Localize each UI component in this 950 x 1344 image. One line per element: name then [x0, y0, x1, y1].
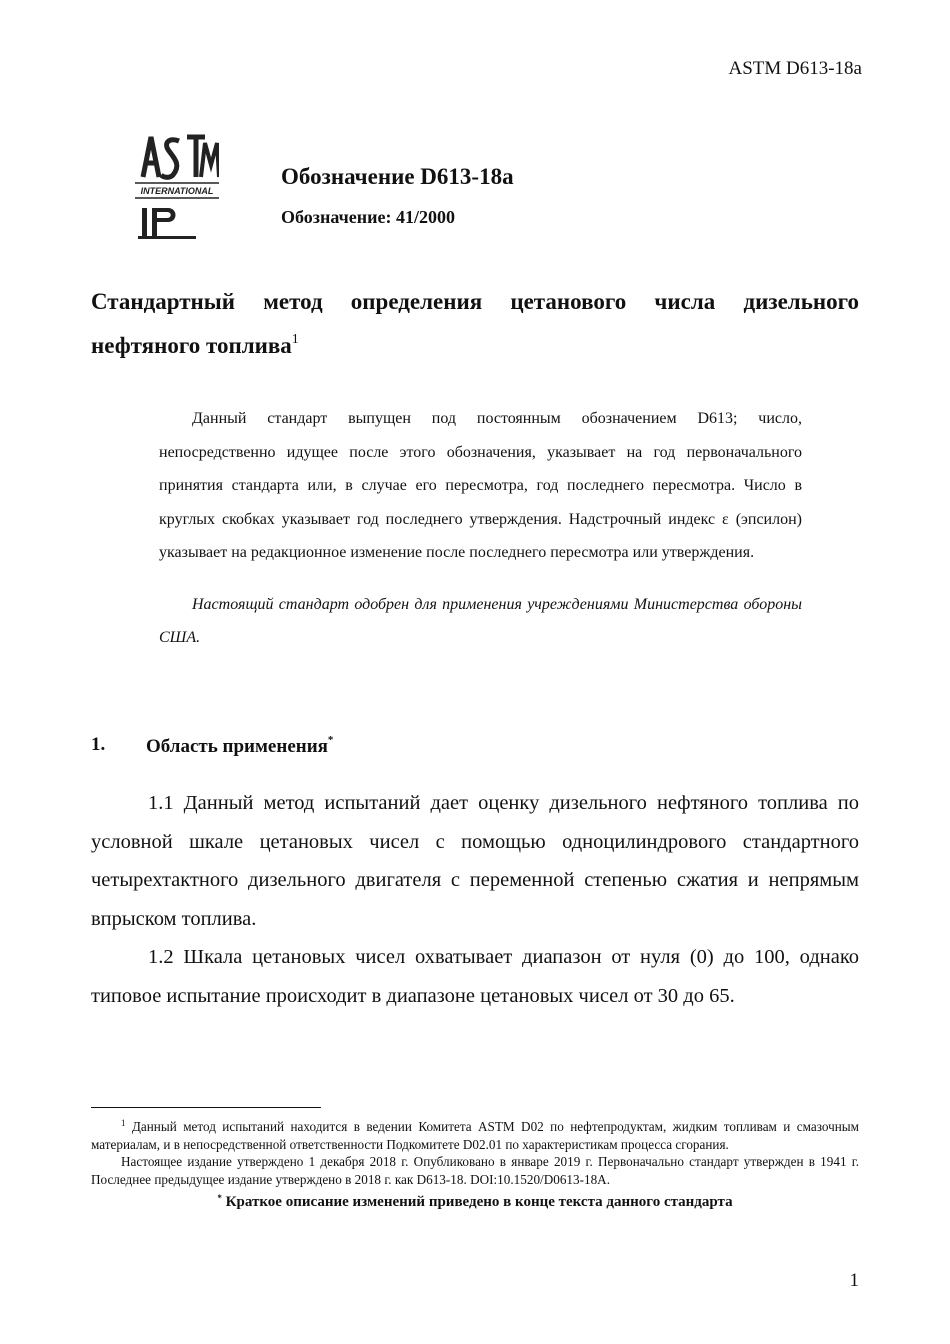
footnote-divider	[91, 1107, 321, 1108]
running-head: ASTM D613-18a	[728, 58, 862, 79]
footnote-1-mark: 1	[121, 1118, 126, 1128]
footnote-2	[91, 1190, 859, 1212]
paragraph-1-2: 1.2 Шкала цетановых чисел охватывает диапазон от нуля (0) до 100, однако типовое испытание происходит в диапазоне цетановых чисел от 30 до 65.	[91, 946, 859, 1007]
footnote-1	[91, 1115, 859, 1153]
footnotes	[91, 1115, 859, 1212]
footnote-2-text: Краткое описание изменений приведено в конце текста данного стандарта	[225, 1194, 733, 1210]
astm-logo	[135, 127, 219, 199]
section-title-mark: *	[327, 734, 334, 746]
section-title-text: Область применения	[146, 736, 328, 757]
notice-italic: Настоящий стандарт одобрен для применения учреждениями Министерства обороны США.	[159, 595, 802, 646]
title-text: Стандартный метод определения цетанового числа дизельного нефтяного топлива	[91, 289, 859, 358]
paragraph-1-1: 1.1 Данный метод испытаний дает оценку дизельного нефтяного топлива по условной шкале цетановых чисел с помощью одноцилиндрового стандартного четырехтактного дизельного двигателя с переменной степенью сжатия и непрямым впрыском топлива.	[91, 792, 859, 930]
astm-logo-subtitle: INTERNATIONAL	[140, 186, 214, 196]
designation-main: Обозначение D613-18a	[281, 164, 514, 189]
ip-logo	[138, 206, 196, 242]
designation-secondary: Обозначение: 41/2000	[281, 207, 456, 227]
footnote-1-continued: Настоящее издание утверждено 1 декабря 2018 г. Опубликовано в январе 2019 г. Первоначально стандарт утвержден в 1941 г. Последнее предыдущее издание утверждено в 2018 г. как D613-18. DOI:10.1520/D0613-18A.	[91, 1154, 859, 1187]
title-footnote-mark: 1	[291, 332, 299, 347]
section-body	[91, 784, 859, 1015]
section-title	[146, 734, 333, 758]
page-number: 1	[849, 1270, 859, 1291]
footnote-1-text: Данный метод испытаний находится в ведении Комитета ASTM D02 по нефтепродуктам, жидким топливам и смазочным материалам, и в непосредственной ответственности Подкомитете D02.01 по характеристикам процесса сгорания.	[91, 1119, 859, 1152]
section-number: 1.	[91, 734, 106, 755]
document-title	[91, 283, 859, 365]
standard-notice	[159, 402, 802, 655]
footnote-2-mark: *	[217, 1193, 222, 1203]
notice-paragraph: Данный стандарт выпущен под постоянным обозначением D613; число, непосредственно идущее после этого обозначения, указывает на год первоначального принятия стандарта или, в случае его пересмотра, год последнего пересмотра. Число в круглых скобках указывает год последнего утверждения. Надстрочный индекс ε (эпсилон) указывает на редакционное изменение после последнего пересмотра или утверждения.	[159, 410, 802, 561]
